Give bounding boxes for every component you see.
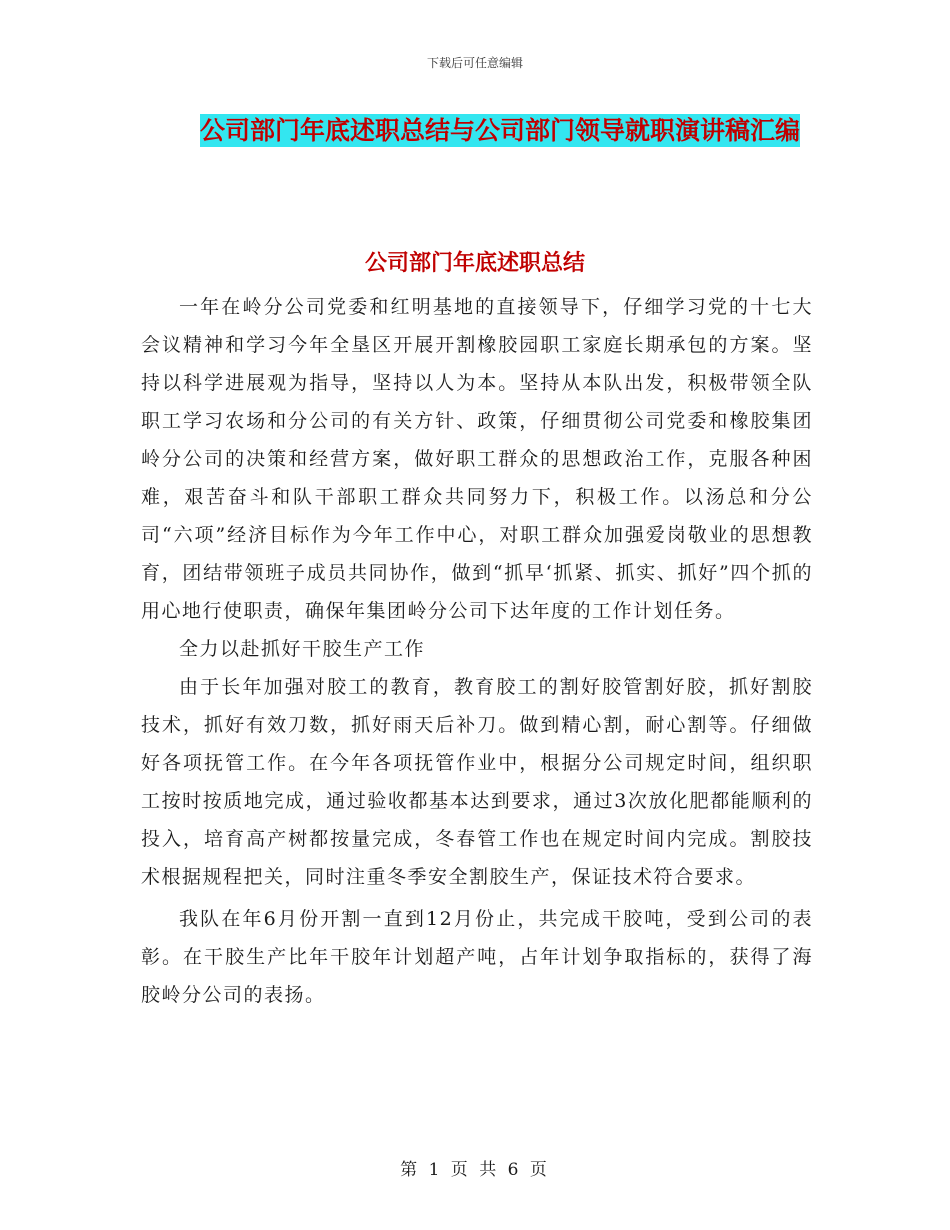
- paragraph-2: 全力以赴抓好干胶生产工作: [179, 638, 426, 660]
- paragraph-1: 一年在岭分公司党委和红明基地的直接领导下，仔细学习党的十七大会议精神和学习今年全垦区开展开割橡胶园职工家庭长期承包的方案。坚持以科学进展观为指导，坚持以人为本。坚持从本队出发，积极带领全队职工学习农场和分公司的有关方针、政策，仔细贯彻公司党委和橡胶集团岭分公司的决策和经营方案，做好职工群众的思想政治工作，克服各种困难，艰苦奋斗和队干部职工群众共同努力下，积极工作。以汤总和分公司“六项”经济目标作为今年工作中心，对职工群众加强爱岗敬业的思想教育，团结带领班子成员共同协作，做到“抓早‘抓紧、抓实、抓好”四个抓的用心地行使职责，确保年集团岭分公司下达年度的工作计划任务。: [141, 296, 813, 622]
- document-title: [190, 106, 810, 156]
- page-footer: 第 1 页 共 6 页: [400, 1160, 550, 1180]
- document-body: [141, 288, 813, 1014]
- section-title: 公司部门年底述职总结: [364, 251, 585, 276]
- header-note: 下载后可任意编辑: [426, 56, 523, 70]
- paragraph-4: 我队在年6月份开割一直到12月份止，共完成干胶吨，受到公司的表彰。在干胶生产比年干胶年计划超产吨，占年计划争取指标的，获得了海胶岭分公司的表扬。: [141, 908, 813, 1006]
- paragraph-3: 由于长年加强对胶工的教育，教育胶工的割好胶管割好胶，抓好割胶技术，抓好有效刀数，抓好雨天后补刀。做到精心割，耐心割等。仔细做好各项抚管工作。在今年各项抚管作业中，根据分公司规定时间，组织职工按时按质地完成，通过验收都基本达到要求，通过3次放化肥都能顺利的投入，培育高产树都按量完成，冬春管工作也在规定时间内完成。割胶技术根据规程把关，同时注重冬季安全割胶生产，保证技术符合要求。: [141, 676, 813, 888]
- document-title-text: 公司部门年底述职总结与公司部门领导就职演讲稿汇编: [199, 116, 800, 145]
